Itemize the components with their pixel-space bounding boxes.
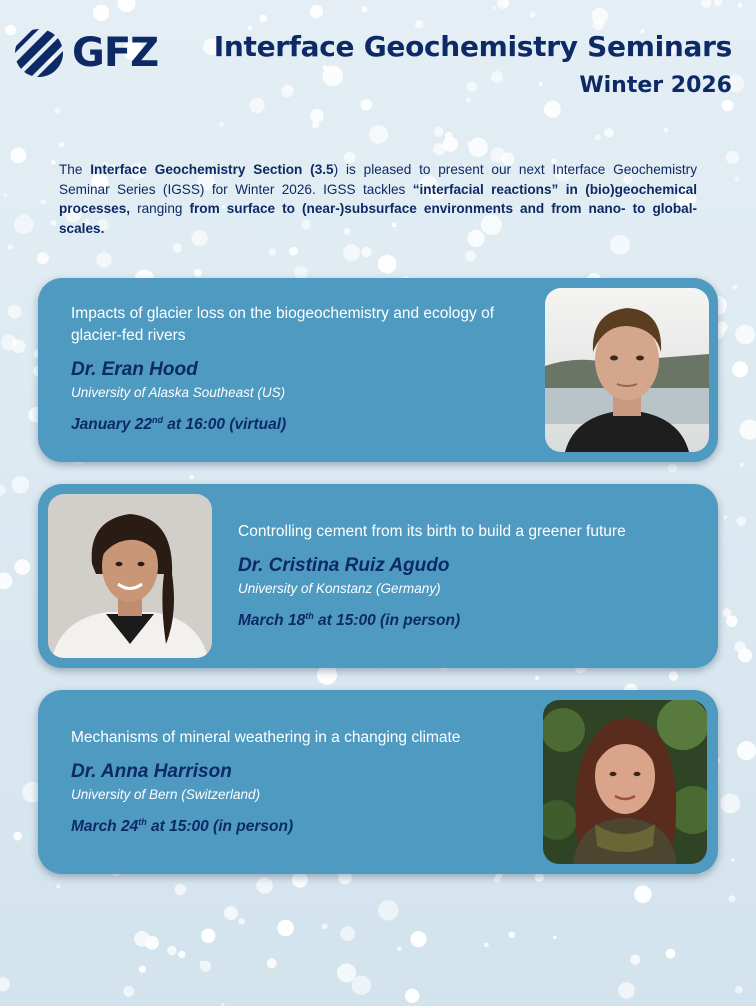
speaker-photo xyxy=(48,494,212,658)
snowflake-icon xyxy=(139,966,146,973)
snowflake-icon xyxy=(465,251,476,262)
snowflake-icon xyxy=(405,989,419,1003)
snowflake-icon xyxy=(734,176,739,181)
snowflake-icon xyxy=(735,641,746,652)
speaker-name: Dr. Anna Harrison xyxy=(71,761,232,782)
snowflake-icon xyxy=(361,247,371,257)
snowflake-icon xyxy=(56,884,60,888)
date-day: January 22 xyxy=(71,416,152,433)
snowflake-icon xyxy=(352,976,371,995)
speaker-affiliation: University of Bern (Switzerland) xyxy=(71,787,261,802)
snowflake-icon xyxy=(493,6,496,9)
snowflake-icon xyxy=(618,982,635,999)
snowflake-icon xyxy=(292,872,308,888)
date-time: at 16:00 (virtual) xyxy=(163,416,287,433)
snowflake-icon xyxy=(93,5,109,21)
snowflake-icon xyxy=(239,918,245,924)
snowflake-icon xyxy=(733,285,738,290)
snowflake-icon xyxy=(701,0,712,8)
snowflake-icon xyxy=(731,858,734,861)
gfz-stripes-icon xyxy=(14,28,64,78)
snowflake-icon xyxy=(484,943,489,948)
snowflake-icon xyxy=(732,361,748,377)
intro-text-3: ranging xyxy=(130,201,190,216)
snowflake-icon xyxy=(123,986,134,997)
seminar-card-1 xyxy=(38,278,718,462)
snowflake-icon xyxy=(378,255,397,274)
snowflake-icon xyxy=(269,248,276,255)
snowflake-icon xyxy=(604,128,613,137)
snowflake-icon xyxy=(738,3,743,8)
snowflake-icon xyxy=(134,931,150,947)
snowflake-icon xyxy=(445,132,453,140)
intro-text-1: The xyxy=(59,162,91,177)
speaker-portrait-icon xyxy=(543,700,707,864)
snowflake-icon xyxy=(267,958,277,968)
snowflake-icon xyxy=(13,832,22,841)
seminar-info xyxy=(71,727,531,836)
speaker-photo xyxy=(543,700,707,864)
snowflake-icon xyxy=(289,247,298,256)
snowflake-icon xyxy=(434,127,444,137)
snowflake-icon xyxy=(497,0,509,9)
snowflake-icon xyxy=(8,244,13,249)
snowflake-icon xyxy=(8,305,22,319)
seminar-date xyxy=(71,818,531,836)
snowflake-icon xyxy=(259,15,267,23)
snowflake-icon xyxy=(397,947,402,952)
snowflake-icon xyxy=(14,215,33,234)
snowflake-icon xyxy=(249,98,264,113)
snowflake-icon xyxy=(117,0,135,12)
snowflake-icon xyxy=(310,109,323,122)
snowflake-icon xyxy=(410,931,426,947)
logo-wordmark: GFZ xyxy=(72,30,159,76)
date-suffix: nd xyxy=(152,415,163,425)
seminar-card-2 xyxy=(38,484,718,668)
speaker-name: Dr. Eran Hood xyxy=(71,359,198,380)
snowflake-icon xyxy=(362,6,368,12)
snowflake-icon xyxy=(720,794,740,814)
snowflake-icon xyxy=(553,936,557,940)
snowflake-icon xyxy=(51,220,57,226)
snowflake-icon xyxy=(14,559,30,575)
seminar-date xyxy=(238,612,698,630)
snowflake-icon xyxy=(37,252,49,264)
snowflake-icon xyxy=(167,946,176,955)
snowflake-icon xyxy=(59,142,65,148)
header-title-block xyxy=(214,30,732,98)
snowflake-icon xyxy=(591,8,608,25)
snowflake-icon xyxy=(433,143,445,155)
snowflake-icon xyxy=(466,98,471,103)
snowflake-icon xyxy=(737,516,747,526)
snowflake-icon xyxy=(173,243,183,253)
snowflake-icon xyxy=(312,120,320,128)
intro-bold-3: from surface to (near-)subsurface environments and from nano- to global-scales. xyxy=(59,201,697,236)
snowflake-icon xyxy=(415,20,424,29)
intro-paragraph xyxy=(59,160,697,238)
snowflake-icon xyxy=(740,420,756,440)
intro-bold-1: Interface Geochemistry Section (3.5 xyxy=(90,162,334,177)
snowflake-icon xyxy=(256,877,272,893)
date-time: at 15:00 (in person) xyxy=(146,818,294,835)
snowflake-icon xyxy=(310,5,323,18)
snowflake-icon xyxy=(735,325,755,345)
snowflake-icon xyxy=(194,269,202,277)
page-subtitle: Winter 2026 xyxy=(579,73,732,98)
talk-title: Mechanisms of mineral weathering in a changing climate xyxy=(71,729,461,746)
date-day: March 18 xyxy=(238,612,306,629)
snowflake-icon xyxy=(322,923,328,929)
snowflake-icon xyxy=(740,463,743,466)
snowflake-icon xyxy=(340,926,355,941)
snowflake-icon xyxy=(189,475,194,480)
snowflake-icon xyxy=(0,977,10,991)
seminar-card-3 xyxy=(38,690,718,874)
snowflake-icon xyxy=(51,160,56,165)
snowflake-icon xyxy=(337,963,356,982)
gfz-logo xyxy=(14,28,166,78)
snowflake-icon xyxy=(55,107,61,113)
snowflake-icon xyxy=(535,873,544,882)
seminar-date xyxy=(71,416,541,434)
snowflake-icon xyxy=(735,986,743,994)
snowflake-icon xyxy=(178,951,185,958)
snowflake-icon xyxy=(200,961,211,972)
snowflake-icon xyxy=(469,138,488,157)
snowflake-icon xyxy=(535,676,539,680)
date-day: March 24 xyxy=(71,818,139,835)
speaker-name: Dr. Cristina Ruiz Agudo xyxy=(238,555,450,576)
snowflake-icon xyxy=(96,252,111,267)
speaker-portrait-icon xyxy=(545,288,709,452)
date-suffix: th xyxy=(138,817,147,827)
snowflake-icon xyxy=(737,741,756,760)
snowflake-icon xyxy=(630,955,640,965)
snowflake-icon xyxy=(728,895,735,902)
seminar-info xyxy=(71,303,541,434)
snowflake-icon xyxy=(219,122,224,127)
snowflake-icon xyxy=(11,148,27,164)
intro-bold-2: “interfacial reactions” in (bio)geochemical processes, xyxy=(59,181,697,216)
snowflake-icon xyxy=(378,900,398,920)
date-suffix: th xyxy=(305,611,314,621)
snowflake-icon xyxy=(663,128,668,133)
snowflake-icon xyxy=(11,476,29,494)
snowflake-icon xyxy=(724,516,728,520)
snowflake-icon xyxy=(277,920,294,937)
snowflake-icon xyxy=(530,12,535,17)
snowflake-icon xyxy=(369,125,388,144)
snowflake-icon xyxy=(0,485,6,496)
snowflake-icon xyxy=(595,135,601,141)
snowflake-icon xyxy=(509,932,515,938)
snowflake-icon xyxy=(467,142,470,145)
speaker-affiliation: University of Konstanz (Germany) xyxy=(238,581,441,596)
snowflake-icon xyxy=(224,906,238,920)
talk-title: Impacts of glacier loss on the biogeochemistry and ecology of glacier-fed rivers xyxy=(71,305,495,344)
talk-title: Controlling cement from its birth to build a greener future xyxy=(238,523,626,540)
intro-text-2: ) is pleased to present our next Interface Geochemistry Seminar Series (IGSS) for Winter 2026. IGSS tackles xyxy=(59,162,698,197)
snowflake-icon xyxy=(175,884,186,895)
snowflake-icon xyxy=(4,193,8,197)
speaker-affiliation: University of Alaska Southeast (US) xyxy=(71,385,286,400)
page-title: Interface Geochemistry Seminars xyxy=(213,30,732,63)
speaker-portrait-icon xyxy=(48,494,212,658)
snowflake-icon xyxy=(726,151,739,164)
snowflake-icon xyxy=(544,101,561,118)
snowflake-icon xyxy=(668,463,678,473)
snowflake-icon xyxy=(361,99,372,110)
snowflake-icon xyxy=(669,671,678,680)
seminar-info xyxy=(238,521,698,630)
snowflake-icon xyxy=(634,885,652,903)
snowflake-icon xyxy=(0,573,12,590)
snowflake-icon xyxy=(343,244,360,261)
snowflake-icon xyxy=(12,339,18,345)
snowflake-icon xyxy=(666,949,676,959)
snowflake-icon xyxy=(494,876,501,883)
snowflake-icon xyxy=(201,929,215,943)
date-time: at 15:00 (in person) xyxy=(313,612,461,629)
snowflake-icon xyxy=(41,199,47,205)
snowflake-icon xyxy=(714,0,723,6)
speaker-photo xyxy=(545,288,709,452)
snowflake-icon xyxy=(722,100,734,112)
snowflake-icon xyxy=(726,616,738,628)
